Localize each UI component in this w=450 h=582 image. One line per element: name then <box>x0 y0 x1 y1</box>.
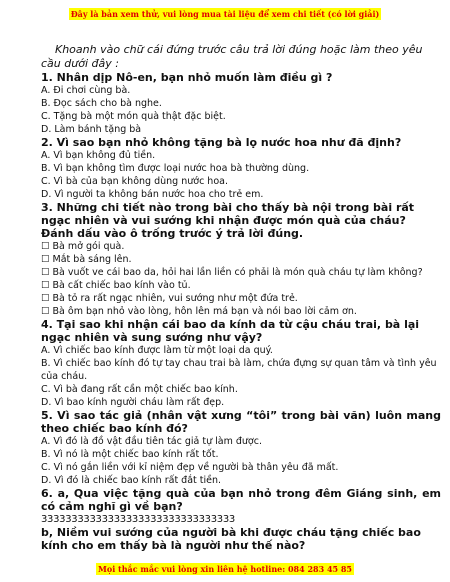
instructions: Khoanh vào chữ cái đứng trước câu trả lời đúng hoặc làm theo yêu cầu dưới đây : <box>41 43 423 70</box>
question-2-option-a: A. Vì bạn không đủ tiền. <box>41 150 156 161</box>
question-4-option-c: C. Vì bà đang rất cần một chiếc bao kính. <box>41 384 238 395</box>
question-5-option-a: A. Vì đó là đồ vật đầu tiên tác giả tự làm được. <box>41 436 262 447</box>
question-3-checkbox-4: ☐ Bà cất chiếc bao kính vào tủ. <box>41 280 191 291</box>
question-6a-text: 6. a, Qua việc tặng quà của bạn nhỏ trong đêm Giáng sinh, em có cảm nghĩ gì về bạn? <box>41 487 441 513</box>
preview-notice-text: Đây là bản xem thử, vui lòng mua tài liệu để xem chi tiết (có lời giải) <box>70 9 380 19</box>
question-1-option-c: C. Tặng bà một món quà thật đặc biệt. <box>41 111 226 122</box>
question-5-option-d: D. Vì đó là chiếc bao kính rất đắt tiền. <box>41 475 222 486</box>
question-5-option-b: B. Vì nó là một chiếc bao kính rất tốt. <box>41 449 219 460</box>
question-3-checkbox-2: ☐ Mắt bà sáng lên. <box>41 254 132 265</box>
hotline-text: Mọi thắc mắc vui lòng xin liên hệ hotline: 084 283 45 85 <box>98 564 352 574</box>
question-2 <box>41 136 441 201</box>
question-2-option-c: C. Vì bà của bạn không dùng nước hoa. <box>41 176 228 187</box>
question-3 <box>41 201 441 318</box>
question-3-checkbox-3: ☐ Bà vuốt ve cái bao da, hỏi hai lần liền có phải là món quà cháu tự làm không? <box>41 267 423 278</box>
question-5-option-c: C. Vì nó gắn liền với kỉ niệm đẹp về người bà thân yêu đã mất. <box>41 462 339 473</box>
question-1-option-d: D. Làm bánh tặng bà <box>41 124 142 135</box>
question-5-text: 5. Vì sao tác giả (nhân vật xưng “tôi” trong bài văn) luôn mang theo chiếc bao kính đó? <box>41 409 441 435</box>
question-6 <box>41 487 441 552</box>
question-4-option-a: A. Vì chiếc bao kính được làm từ một loại da quý. <box>41 345 273 356</box>
question-3-text: 3. Những chi tiết nào trong bài cho thấy bà nội trong bài rất ngạc nhiên và vui sướng khi nhận được món quà của cháu? Đánh dấu vào ô trống trước ý trả lời đúng. <box>41 201 415 240</box>
question-4-text: 4. Tại sao khi nhận cái bao da kính da từ cậu cháu trai, bà lại ngạc nhiên và sung sướng như vậy? <box>41 318 420 344</box>
hotline-banner <box>0 564 450 574</box>
question-3-checkbox-5: ☐ Bà tỏ ra rất ngạc nhiên, vui sướng như một đứa trẻ. <box>41 293 298 304</box>
question-1-option-a: A. Đi chơi cùng bà. <box>41 85 131 96</box>
question-2-option-b: B. Vì bạn không tìm được loại nước hoa bà thường dùng. <box>41 163 310 174</box>
question-5 <box>41 409 441 487</box>
question-4 <box>41 318 441 409</box>
answer-line: 33333333333333333333333333333333 <box>41 514 235 525</box>
question-2-option-d: D. Vì người ta không bán nước hoa cho trẻ em. <box>41 189 264 200</box>
question-2-text: 2. Vì sao bạn nhỏ không tặng bà lọ nước hoa như đã định? <box>41 136 402 149</box>
worksheet-content <box>41 43 441 552</box>
question-6b-text: b, Niềm vui sướng của người bà khi được cháu tặng chiếc bao kính cho em thấy bà là người như thế nào? <box>41 526 421 552</box>
question-3-checkbox-6: ☐ Bà ôm bạn nhỏ vào lòng, hôn lên má bạn và nói bao lời cảm ơn. <box>41 306 357 317</box>
preview-notice-banner <box>0 9 450 19</box>
question-4-option-b: B. Vì chiếc bao kính đó tự tay chau trai bà làm, chứa đựng sự quan tâm và tình yêu của cháu. <box>41 358 437 382</box>
question-1-text: 1. Nhân dịp Nô-en, bạn nhỏ muốn làm điều gì ? <box>41 71 333 84</box>
question-1-option-b: B. Đọc sách cho bà nghe. <box>41 98 162 109</box>
question-1 <box>41 71 441 136</box>
question-4-option-d: D. Vì bao kính người cháu làm rất đẹp. <box>41 397 225 408</box>
question-3-checkbox-1: ☐ Bà mở gói quà. <box>41 241 125 252</box>
